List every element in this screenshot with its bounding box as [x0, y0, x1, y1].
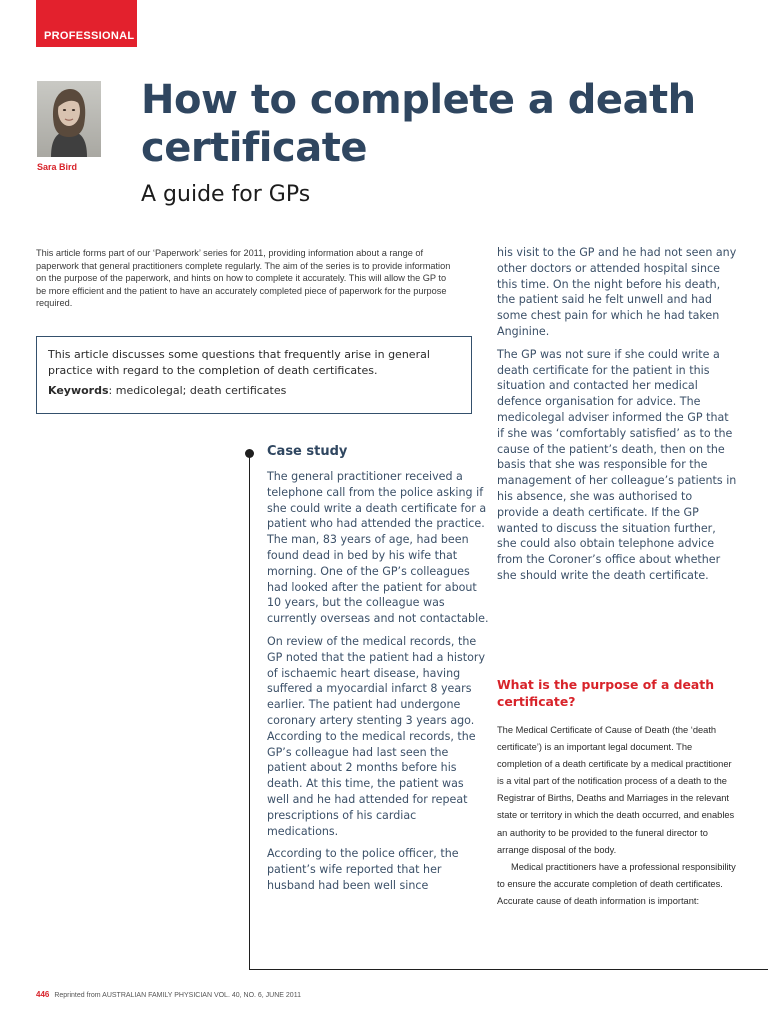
- intro-paragraph: This article forms part of our ‘Paperwork’ series for 2011, providing information about a range of paperwork that general practitioners complete regularly. The aim of the series is to provide information on the purpose of the paperwork, and hints on how to complete it accurately. This will allow the GP to be more efficient and the patient to have an accurately completed piece of paperwork for the purpose required.: [36, 248, 451, 309]
- abstract-box: [36, 336, 472, 414]
- footer-citation: Reprinted from AUSTRALIAN FAMILY PHYSICIAN VOL. 40, NO. 6, JUNE 2011: [54, 992, 301, 999]
- keywords-label: Keywords: [48, 384, 109, 397]
- case-study-paragraph: According to the police officer, the patient’s wife reported that her husband had been well since: [267, 847, 459, 892]
- article-subtitle: A guide for GPs: [141, 182, 311, 207]
- section-tag: PROFESSIONAL: [36, 0, 137, 47]
- article-title: How to complete a death certificate: [141, 77, 696, 171]
- case-study-vertical-rule: [249, 453, 250, 970]
- case-study-column: [267, 469, 489, 901]
- abstract-text: This article discusses some questions that frequently arise in general practice with regard to the completion of death certificates.: [48, 348, 430, 377]
- purpose-paragraph: The Medical Certificate of Cause of Death (the ‘death certificate’) is an important legal document. The completion of a death certificate by a medical practitioner is a vital part of the notification process of a death to the Registrar of Births, Deaths and Marriages in the relevant state or territory in which the death occurred, and enables an authority to be provided to the funeral director to arrange disposal of the body.: [497, 725, 735, 855]
- purpose-heading: What is the purpose of a death certificate?: [497, 677, 715, 709]
- right-column-paragraph: his visit to the GP and he had not seen any other doctors or attended hospital since this time. On the night before his death, the patient said he felt unwell and had some chest pain for which he had taken Anginine.: [497, 246, 737, 338]
- right-column: [497, 245, 737, 591]
- page-number: 446: [36, 990, 50, 999]
- case-study-heading: Case study: [267, 444, 348, 459]
- author-name: Sara Bird: [37, 162, 78, 172]
- case-study-paragraph: The general practitioner received a telephone call from the police asking if she could write a death certificate for a patient who had attended the practice. The man, 83 years of age, had been found dead in bed by his wife that morning. One of the GP’s colleagues had looked after the patient for about 10 years, but the colleague was currently overseas and not contactable.: [267, 470, 489, 626]
- purpose-section: [497, 722, 737, 910]
- case-study-paragraph: On review of the medical records, the GP noted that the patient had a history of ischaemic heart disease, having suffered a myocardial infarct 8 years earlier. The patient had undergone coronary artery stenting 3 years ago. According to the medical records, the GP’s colleague had last seen the patient about 2 months before his death. At this time, the patient was well and he had attended for repeat prescriptions of his cardiac medications.: [267, 634, 486, 838]
- case-study-horizontal-rule: [249, 969, 768, 970]
- page-footer: [36, 990, 301, 999]
- author-photo: [37, 81, 101, 157]
- right-column-paragraph: The GP was not sure if she could write a death certificate for the patient in this situation and contacted her medical defence organisation for advice. The medicolegal adviser informed the GP that if she was ‘comfortably satisfied’ as to the cause of the patient’s death, then on the basis that she was responsible for the management of her colleague’s patients in his absence, she was authorised to provide a death certificate. If the GP wanted to discuss the situation further, she could also obtain telephone advice from the Coroner’s office about whether she should write the death certificate.: [497, 347, 737, 582]
- keywords-line: [48, 383, 461, 399]
- keywords-value: : medicolegal; death certificates: [108, 384, 287, 397]
- purpose-paragraph: Medical practitioners have a professional responsibility to ensure the accurate completion of death certificates. Accurate cause of death information is important:: [497, 861, 736, 906]
